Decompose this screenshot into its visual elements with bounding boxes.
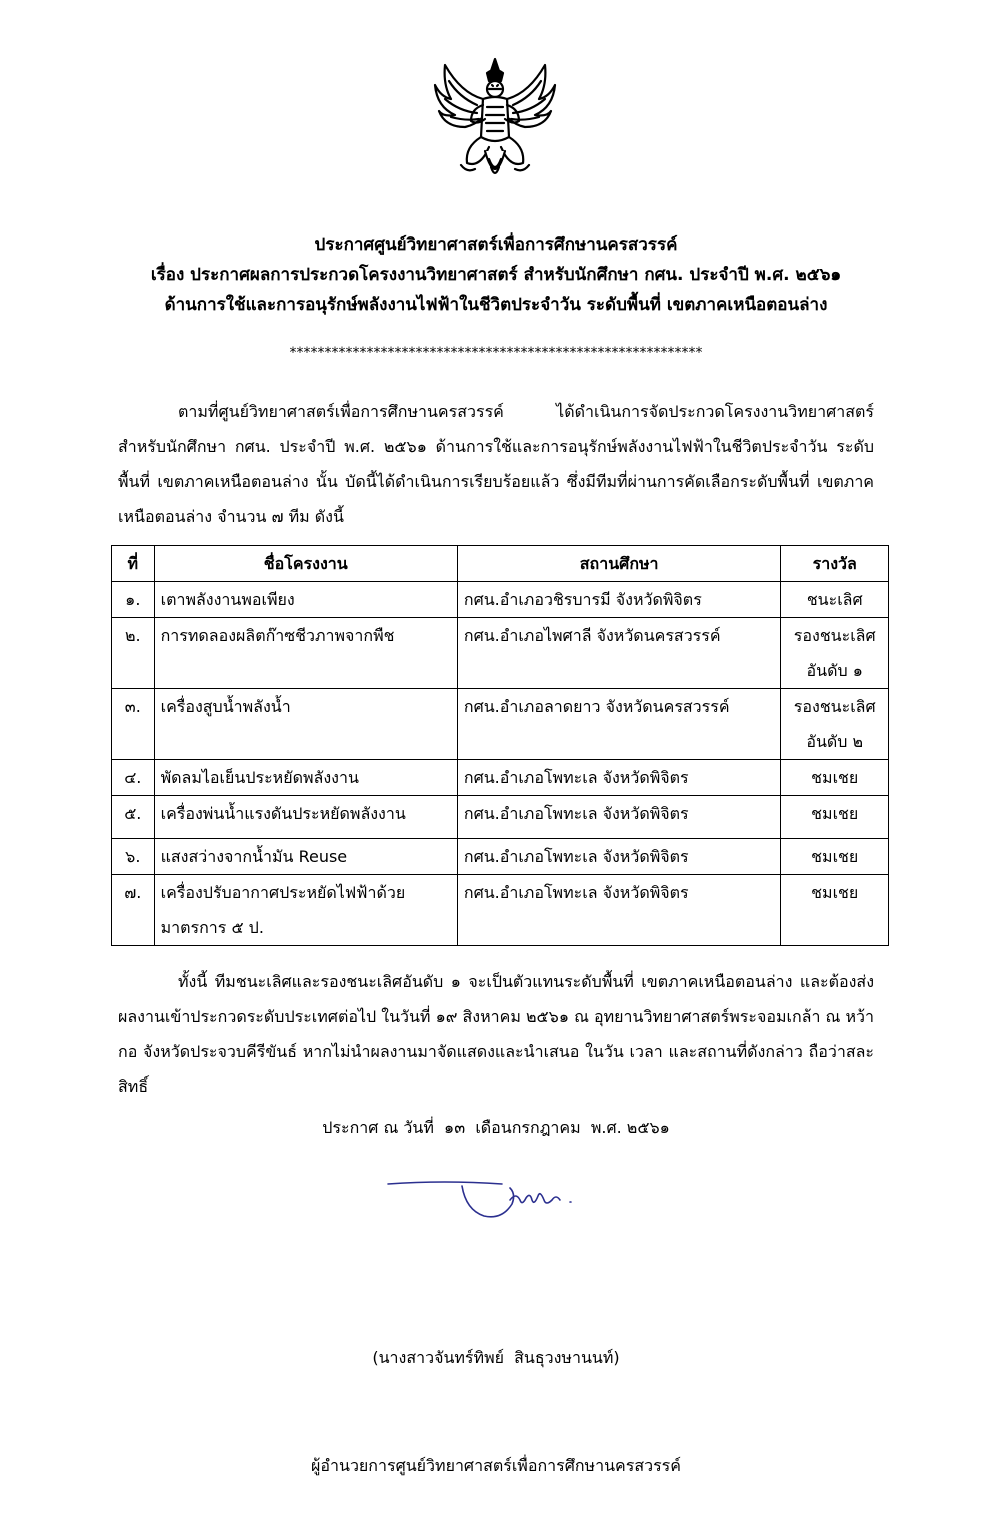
announcement-title: ประกาศศูนย์วิทยาศาสตร์เพื่อการศึกษานครสวรรค์ (314, 235, 678, 255)
row-project-name: เครื่องพ่นน้ำแรงดันประหยัดพลังงาน (154, 796, 457, 839)
signer-position: ผู้อำนวยการศูนย์วิทยาศาสตร์เพื่อการศึกษานครสวรรค์ (311, 1456, 681, 1475)
header-award: รางวัล (781, 546, 889, 582)
handwritten-signature-icon (384, 1170, 584, 1230)
table-header-row (112, 546, 889, 582)
row-no: ๖. (112, 839, 155, 875)
row-no: ๑. (112, 582, 155, 618)
table-row (112, 582, 889, 618)
signer-block (60, 1268, 932, 1520)
announcement-title-block (60, 230, 932, 320)
table-row (112, 618, 889, 689)
announcement-subject: เรื่อง ประกาศผลการประกวดโครงงานวิทยาศาสตร์ สำหรับนักศึกษา กศน. ประจำปี พ.ศ. ๒๕๖๑ (150, 265, 842, 285)
row-no: ๗. (112, 875, 155, 946)
table-row (112, 760, 889, 796)
row-school: กศน.อำเภอโพทะเล จังหวัดพิจิตร (457, 839, 781, 875)
row-award: ชนะเลิศ (781, 582, 889, 618)
row-award: ชมเชย (781, 839, 889, 875)
announcement-date: ประกาศ ณ วันที่ ๑๓ เดือนกรกฎาคม พ.ศ. ๒๕๖๑ (322, 1118, 670, 1137)
row-award: ชมเชย (781, 875, 889, 946)
row-no: ๕. (112, 796, 155, 839)
row-school: กศน.อำเภอโพทะเล จังหวัดพิจิตร (457, 875, 781, 946)
table-row (112, 839, 889, 875)
row-school: กศน.อำเภอลาดยาว จังหวัดนครสวรรค์ (457, 689, 781, 760)
header-school: สถานศึกษา (457, 546, 781, 582)
row-school: กศน.อำเภอโพทะเล จังหวัดพิจิตร (457, 796, 781, 839)
results-table (111, 545, 889, 946)
row-project-name: แสงสว่างจากน้ำมัน Reuse (154, 839, 457, 875)
header-project-name: ชื่อโครงงาน (154, 546, 457, 582)
row-project-name: การทดลองผลิตก๊าซชีวภาพจากพืช (154, 618, 457, 689)
table-row (112, 875, 889, 946)
row-project-name: พัดลมไอเย็นประหยัดพลังงาน (154, 760, 457, 796)
intro-paragraph (118, 394, 874, 534)
announcement-subject-detail: ด้านการใช้และการอนุรักษ์พลังงานไฟฟ้าในชีวิตประจำวัน ระดับพื้นที่ เขตภาคเหนือตอนล่าง (164, 295, 828, 315)
separator-line: *********************************************************** (289, 345, 703, 361)
row-award: ชมเชย (781, 760, 889, 796)
closing-text: ทั้งนี้ ทีมชนะเลิศและรองชนะเลิศอันดับ ๑ จะเป็นตัวแทนระดับพื้นที่ เขตภาคเหนือตอนล่าง และต้องส่งผลงานเข้าประกวดระดับประเทศต่อไป ในวันที่ ๑๙ สิงหาคม ๒๕๖๑ ณ อุทยานวิทยาศาสตร์พระจอมเกล้า ณ หว้ากอ จังหวัดประจวบคีรีขันธ์ หากไม่นำผลงานมาจัดแสดงและนำเสนอ ในวัน เวลา และสถานที่ดังกล่าว ถือว่าสละสิทธิ์ (118, 972, 875, 1096)
signer-name: (นางสาวจันทร์ทิพย์ สินธุวงษานนท์) (372, 1348, 620, 1367)
row-award: รองชนะเลิศ อันดับ ๒ (781, 689, 889, 760)
row-school: กศน.อำเภอโพทะเล จังหวัดพิจิตร (457, 760, 781, 796)
intro-text: ตามที่ศูนย์วิทยาศาสตร์เพื่อการศึกษานครสวรรค์ ได้ดำเนินการจัดประกวดโครงงานวิทยาศาสตร์ สำหรับนักศึกษา กศน. ประจำปี พ.ศ. ๒๕๖๑ ด้านการใช้และการอนุรักษ์พลังงานไฟฟ้าในชีวิตประจำวัน ระดับพื้นที่ เขตภาคเหนือตอนล่าง นั้น บัดนี้ได้ดำเนินการเรียบร้อยแล้ว ซึ่งมีทีมที่ผ่านการคัดเลือกระดับพื้นที่ เขตภาคเหนือตอนล่าง จำนวน ๗ ทีม ดังนี้ (118, 402, 874, 526)
closing-paragraph (118, 964, 874, 1104)
table-row (112, 796, 889, 839)
table-row (112, 689, 889, 760)
row-no: ๔. (112, 760, 155, 796)
row-project-name: เครื่องสูบน้ำพลังน้ำ (154, 689, 457, 760)
row-award: รองชนะเลิศ อันดับ ๑ (781, 618, 889, 689)
row-no: ๓. (112, 689, 155, 760)
row-award: ชมเชย (781, 796, 889, 839)
garuda-emblem-icon (431, 55, 559, 191)
row-project-name: เตาพลังงานพอเพียง (154, 582, 457, 618)
row-school: กศน.อำเภอวชิรบารมี จังหวัดพิจิตร (457, 582, 781, 618)
row-no: ๒. (112, 618, 155, 689)
header-no: ที่ (112, 546, 155, 582)
row-school: กศน.อำเภอไพศาลี จังหวัดนครสวรรค์ (457, 618, 781, 689)
row-project-name: เครื่องปรับอากาศประหยัดไฟฟ้าด้วยมาตรการ ๕ ป. (154, 875, 457, 946)
